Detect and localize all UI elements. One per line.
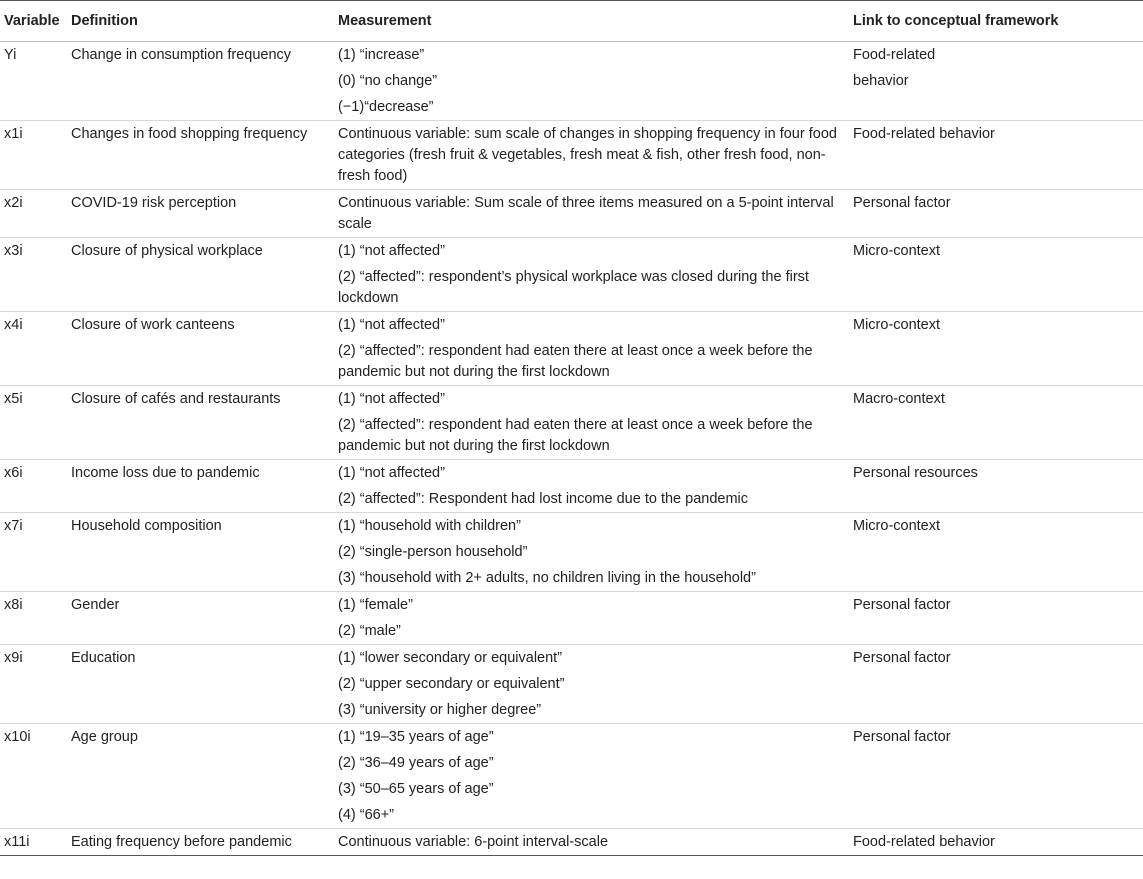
- cell-measurement: (2) “upper secondary or equivalent”: [338, 676, 565, 692]
- cell-variable: [0, 697, 67, 724]
- header-measurement: Measurement: [334, 1, 849, 42]
- cell-variable: x6i: [0, 460, 67, 487]
- cell-definition: Income loss due to pandemic: [67, 460, 334, 487]
- cell-link: [849, 618, 1143, 645]
- cell-definition: Closure of physical workplace: [67, 238, 334, 265]
- cell-measurement: (1) “increase”: [338, 47, 425, 63]
- table-row: [0, 513, 1143, 540]
- cell-link: [849, 338, 1143, 386]
- table-row: [0, 618, 1143, 645]
- cell-link: Micro-context: [849, 513, 1143, 540]
- cell-definition: [67, 750, 334, 776]
- cell-variable: x7i: [0, 513, 67, 540]
- table-row: [0, 412, 1143, 460]
- cell-definition: [67, 486, 334, 513]
- cell-definition: [67, 697, 334, 724]
- cell-link: [849, 565, 1143, 592]
- cell-variable: x4i: [0, 312, 67, 339]
- cell-variable: [0, 565, 67, 592]
- cell-definition: [67, 539, 334, 565]
- table-row: [0, 776, 1143, 802]
- cell-variable: [0, 618, 67, 645]
- cell-definition: COVID-19 risk perception: [67, 190, 334, 238]
- cell-variable: x5i: [0, 386, 67, 413]
- cell-link: Personal factor: [849, 645, 1143, 672]
- cell-link: [849, 697, 1143, 724]
- table-row: [0, 460, 1143, 487]
- cell-link: Food-related behavior: [849, 121, 1143, 190]
- cell-definition: [67, 412, 334, 460]
- cell-measurement: (2) “single-person household”: [338, 544, 528, 560]
- cell-link: [849, 486, 1143, 513]
- cell-link: [849, 94, 1143, 121]
- cell-link: Personal factor: [849, 724, 1143, 751]
- table-row: [0, 592, 1143, 619]
- cell-measurement: (−1)“decrease”: [338, 99, 434, 115]
- cell-measurement: (1) “19–35 years of age”: [334, 724, 849, 751]
- cell-measurement: Continuous variable: Sum scale of three items measured on a 5-point interval scale: [334, 190, 849, 238]
- cell-measurement: (3) “household with 2+ adults, no children living in the household”: [338, 570, 756, 586]
- cell-definition: [67, 618, 334, 645]
- table-row: [0, 190, 1143, 238]
- cell-link: [849, 671, 1143, 697]
- table-row: [0, 386, 1143, 413]
- cell-variable: [0, 94, 67, 121]
- cell-variable: [0, 750, 67, 776]
- cell-measurement: (2) “affected”: Respondent had lost income due to the pandemic: [338, 491, 749, 507]
- table-row: [0, 42, 1143, 69]
- cell-link: [849, 750, 1143, 776]
- cell-definition: Changes in food shopping frequency: [67, 121, 334, 190]
- cell-definition: Closure of cafés and restaurants: [67, 386, 334, 413]
- table-row: [0, 697, 1143, 724]
- cell-measurement: (3) “50–65 years of age”: [338, 781, 494, 797]
- cell-definition: Household composition: [67, 513, 334, 540]
- cell-definition: [67, 94, 334, 121]
- cell-definition: Education: [67, 645, 334, 672]
- cell-variable: x3i: [0, 238, 67, 265]
- table-row: [0, 829, 1143, 856]
- table-header: [0, 1, 1143, 42]
- cell-variable: [0, 671, 67, 697]
- cell-variable: [0, 264, 67, 312]
- cell-definition: Change in consumption frequency: [71, 47, 292, 63]
- cell-definition: Age group: [67, 724, 334, 751]
- cell-variable: [0, 486, 67, 513]
- cell-definition: Gender: [67, 592, 334, 619]
- table-row: [0, 565, 1143, 592]
- cell-measurement: (2) “affected”: respondent’s physical workplace was closed during the first lockdown: [338, 269, 809, 306]
- cell-measurement: (2) “affected”: respondent had eaten there at least once a week before the pandemic but not during the first lockdown: [338, 417, 813, 454]
- cell-link: [849, 802, 1143, 829]
- cell-measurement: (1) “household with children”: [334, 513, 849, 540]
- table-body: [0, 42, 1143, 856]
- header-definition: Definition: [67, 1, 334, 42]
- cell-definition: [67, 776, 334, 802]
- cell-variable: [0, 539, 67, 565]
- cell-variable: [0, 802, 67, 829]
- cell-variable: Yi: [4, 47, 17, 63]
- table-row: [0, 94, 1143, 121]
- table-row: [0, 486, 1143, 513]
- cell-link: Food-related: [853, 47, 936, 63]
- cell-measurement: (2) “male”: [338, 623, 401, 639]
- cell-variable: x1i: [0, 121, 67, 190]
- cell-measurement: (1) “lower secondary or equivalent”: [334, 645, 849, 672]
- cell-variable: [0, 412, 67, 460]
- cell-measurement: (1) “not affected”: [334, 386, 849, 413]
- cell-measurement: (3) “university or higher degree”: [338, 702, 542, 718]
- cell-link: Food-related behavior: [849, 829, 1143, 856]
- cell-definition: [67, 565, 334, 592]
- cell-measurement: Continuous variable: sum scale of changes in shopping frequency in four food categories (fresh fruit & vegetables, fresh meat & fish, other fresh food, non-fresh food): [334, 121, 849, 190]
- cell-measurement: (1) “not affected”: [334, 460, 849, 487]
- cell-variable: [0, 68, 67, 94]
- table-row: [0, 645, 1143, 672]
- cell-link: Personal factor: [849, 190, 1143, 238]
- cell-definition: [67, 338, 334, 386]
- cell-measurement: (0) “no change”: [338, 73, 438, 89]
- cell-definition: [67, 68, 334, 94]
- table-row: [0, 539, 1143, 565]
- table-row: [0, 68, 1143, 94]
- header-row: [0, 1, 1143, 42]
- cell-link: [849, 776, 1143, 802]
- cell-variable: x9i: [0, 645, 67, 672]
- table-row: [0, 671, 1143, 697]
- cell-definition: [67, 802, 334, 829]
- cell-variable: x2i: [0, 190, 67, 238]
- cell-link: Personal resources: [849, 460, 1143, 487]
- cell-definition: [67, 264, 334, 312]
- cell-measurement: (1) “female”: [334, 592, 849, 619]
- cell-measurement: (1) “not affected”: [334, 238, 849, 265]
- cell-definition: [67, 671, 334, 697]
- cell-variable: x8i: [0, 592, 67, 619]
- cell-variable: x10i: [0, 724, 67, 751]
- cell-definition: Eating frequency before pandemic: [67, 829, 334, 856]
- header-variable: Variable: [0, 1, 67, 42]
- cell-link: Personal factor: [849, 592, 1143, 619]
- cell-link: behavior: [853, 73, 909, 89]
- cell-measurement: (2) “36–49 years of age”: [338, 755, 494, 771]
- cell-measurement: (1) “not affected”: [334, 312, 849, 339]
- cell-measurement: Continuous variable: 6-point interval-scale: [334, 829, 849, 856]
- cell-variable: [0, 776, 67, 802]
- table-row: [0, 338, 1143, 386]
- table-row: [0, 724, 1143, 751]
- table-row: [0, 750, 1143, 776]
- cell-link: [849, 264, 1143, 312]
- cell-link: [849, 539, 1143, 565]
- cell-definition: Closure of work canteens: [67, 312, 334, 339]
- table-row: [0, 121, 1143, 190]
- table-row: [0, 802, 1143, 829]
- cell-measurement: (4) “66+”: [338, 807, 395, 823]
- cell-variable: x11i: [0, 829, 67, 856]
- cell-link: [849, 412, 1143, 460]
- cell-link: Macro-context: [849, 386, 1143, 413]
- cell-measurement: (2) “affected”: respondent had eaten there at least once a week before the pandemic but not during the first lockdown: [338, 343, 813, 380]
- table-row: [0, 312, 1143, 339]
- table-row: [0, 264, 1143, 312]
- cell-link: Micro-context: [849, 238, 1143, 265]
- table-row: [0, 238, 1143, 265]
- cell-link: Micro-context: [849, 312, 1143, 339]
- header-link: Link to conceptual framework: [849, 1, 1143, 42]
- cell-variable: [0, 338, 67, 386]
